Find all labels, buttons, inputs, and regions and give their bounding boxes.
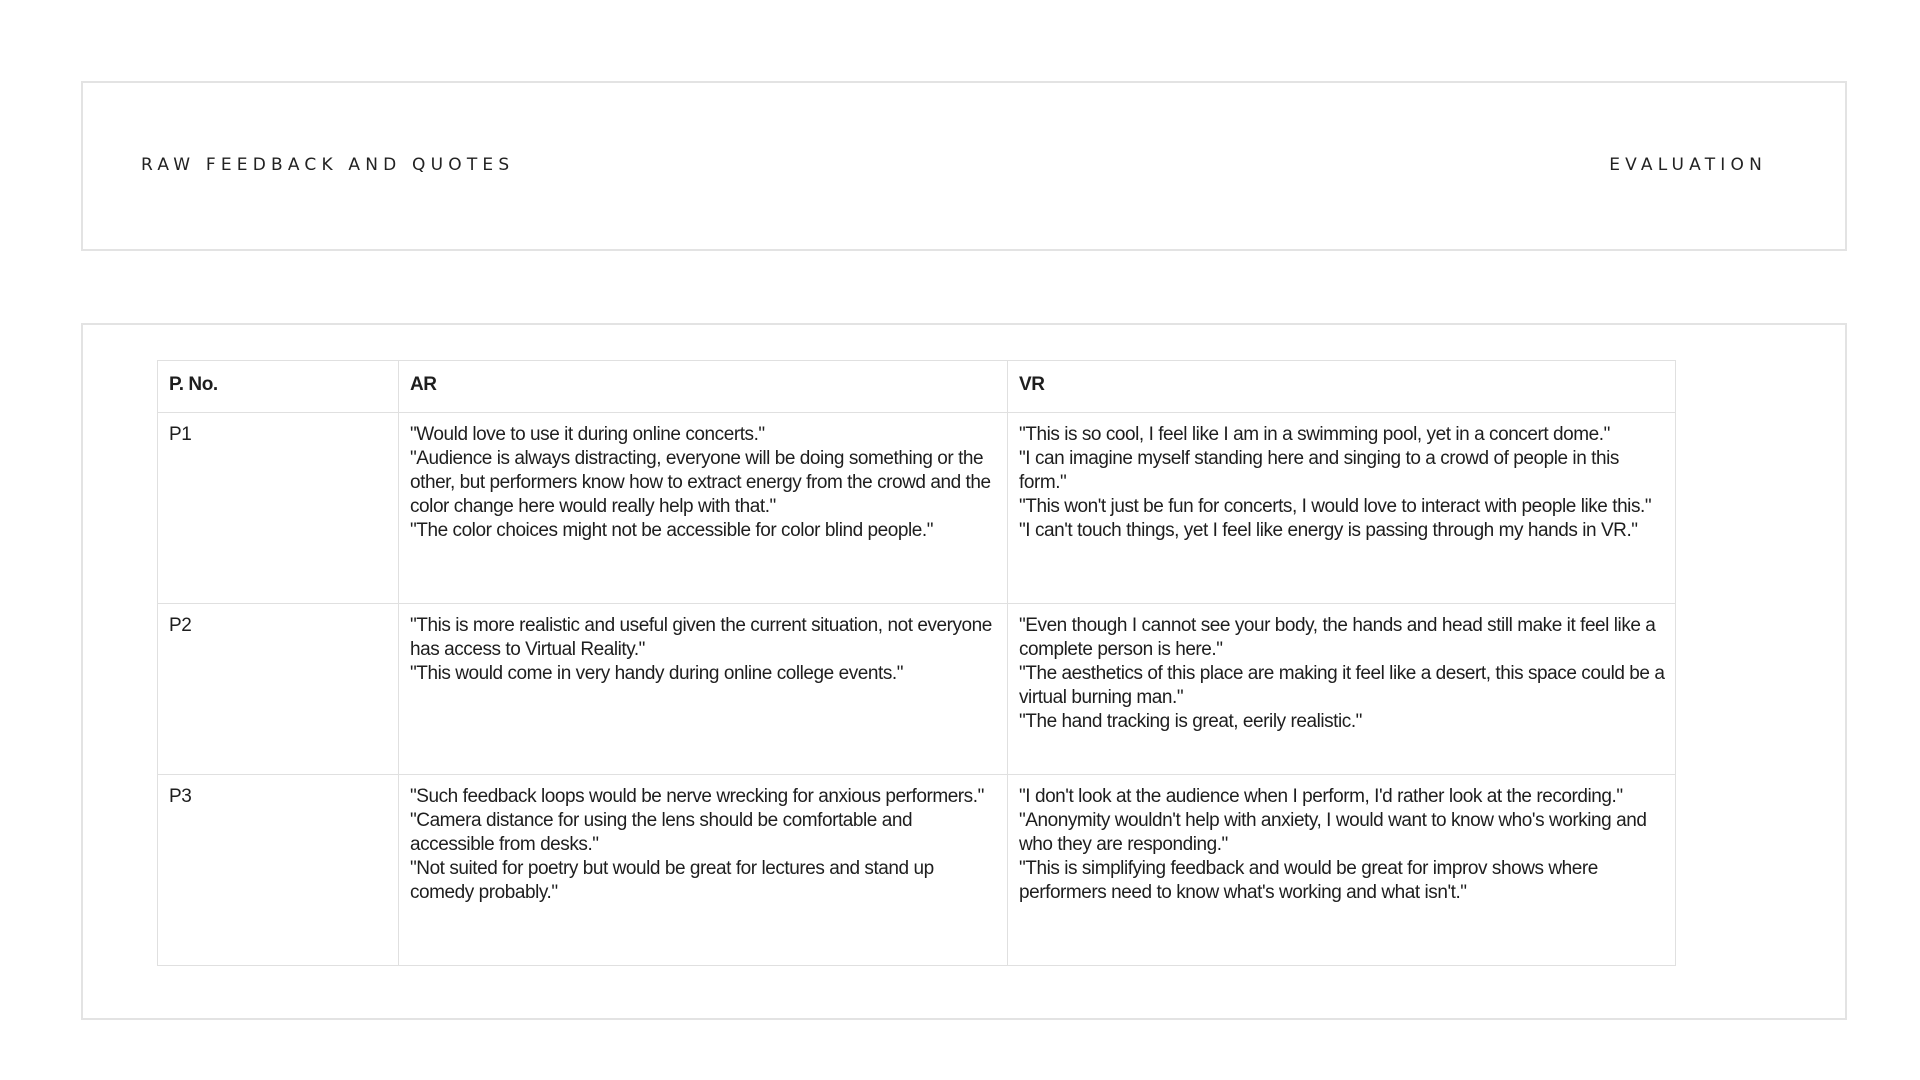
quote-text: "This is more realistic and useful given the current situation, not everyone has access to Virtual Reality." — [410, 615, 992, 660]
quote-text: "This is simplifying feedback and would be great for improv shows where performers need to know what's working and what isn't." — [1019, 858, 1598, 903]
quote-text: "Not suited for poetry but would be great for lectures and stand up comedy probably." — [410, 858, 934, 903]
quote-text: "This would come in very handy during online college events." — [410, 663, 903, 684]
table-panel — [81, 323, 1847, 1020]
quote-text: "Even though I cannot see your body, the hands and head still make it feel like a complete person is here." — [1019, 615, 1656, 660]
ar-feedback-cell — [399, 604, 1008, 775]
table-row — [158, 775, 1676, 966]
vr-feedback-cell — [1008, 413, 1676, 604]
quote-text: "Would love to use it during online concerts." — [410, 424, 765, 445]
table-header-row — [158, 361, 1676, 413]
quote-text: "The color choices might not be accessible for color blind people." — [410, 520, 934, 541]
ar-feedback-cell — [399, 775, 1008, 966]
quote-text: "I don't look at the audience when I perform, I'd rather look at the recording." — [1019, 786, 1623, 807]
header-panel — [81, 81, 1847, 251]
participant-cell: P1 — [158, 413, 399, 604]
table-row — [158, 413, 1676, 604]
quote-text: "This won't just be fun for concerts, I would love to interact with people like this." — [1019, 496, 1652, 517]
participant-cell: P2 — [158, 604, 399, 775]
quote-text: "This is so cool, I feel like I am in a swimming pool, yet in a concert dome." — [1019, 424, 1610, 445]
participant-cell: P3 — [158, 775, 399, 966]
quote-text: "Camera distance for using the lens should be comfortable and accessible from desks." — [410, 810, 913, 855]
page-title: RAW FEEDBACK AND QUOTES — [141, 155, 515, 175]
column-header-vr: VR — [1008, 361, 1676, 413]
quote-text: "Anonymity wouldn't help with anxiety, I would want to know who's working and who they are responding." — [1019, 810, 1647, 855]
column-header-participant: P. No. — [158, 361, 399, 413]
quote-text: "The aesthetics of this place are making it feel like a desert, this space could be a virtual burning man." — [1019, 663, 1665, 708]
vr-feedback-cell — [1008, 604, 1676, 775]
quote-text: "Audience is always distracting, everyone will be doing something or the other, but performers know how to extract energy from the crowd and the color change here would really help with that." — [410, 448, 991, 517]
feedback-table — [157, 360, 1676, 966]
ar-feedback-cell — [399, 413, 1008, 604]
column-header-ar: AR — [399, 361, 1008, 413]
quote-text: "Such feedback loops would be nerve wrecking for anxious performers." — [410, 786, 984, 807]
quote-text: "I can't touch things, yet I feel like energy is passing through my hands in VR." — [1019, 520, 1638, 541]
quote-text: "The hand tracking is great, eerily realistic." — [1019, 711, 1362, 732]
table-row — [158, 604, 1676, 775]
section-label: EVALUATION — [1609, 155, 1767, 175]
vr-feedback-cell — [1008, 775, 1676, 966]
quote-text: "I can imagine myself standing here and singing to a crowd of people in this form." — [1019, 448, 1619, 493]
